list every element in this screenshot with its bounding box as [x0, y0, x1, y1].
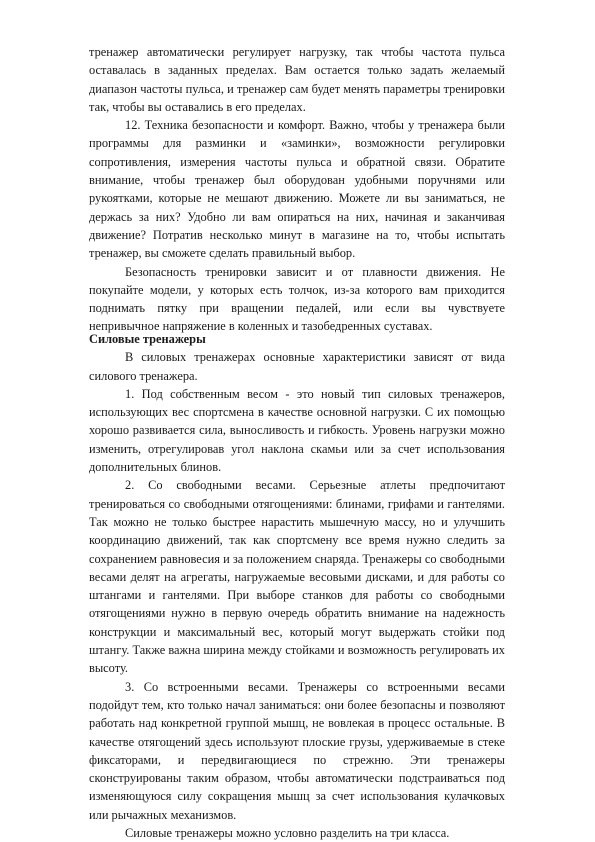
paragraph-continuation: тренажер автоматически регулирует нагрузку, так чтобы частота пульса оставалась в заданных пределах. Вам остается только задать желаемый диапазон частоты пульса, и тренажер сам будет менять параметры тренировки так, чтобы вы оставались в его пределах. [89, 45, 505, 114]
paragraph-built-in-weights: 3. Со встроенными весами. Тренажеры со встроенными весами подойдут тем, кто только начал заниматься: они более безопасны и позволяют работать над конкретной группой мышц, не вовлекая в процесс остальные. В качестве отягощений здесь используют плоские грузы, удерживаемые в стеке фиксаторами, и передвигающиеся по стрежню. Эти тренажеры сконструированы таким образом, чтобы автоматически подстраиваться под изменяющуюся силу сокращения мышц за счет использования кулачковых или рычажных механизмов. [89, 679, 505, 822]
top-text-block [89, 43, 505, 336]
strength-section [89, 330, 505, 842]
paragraph-safety-comfort: 12. Техника безопасности и комфорт. Важно, чтобы у тренажера были программы для разминки и «заминки», возможности регулировки сопротивления, измерения частоты пульса и обратной связи. Обратите внимание, чтобы тренажер был оборудован удобными поручнями или рукоятками, которые не мешают движению. Можете ли вы заниматься, не держась за них? Удобно ли вам опираться на них, начиная и заканчивая движение? Потратив несколько минут в магазине на то, чтобы испытать тренажер, вы сможете сделать правильный выбор. [89, 118, 505, 261]
section-heading: Силовые тренажеры [89, 332, 206, 346]
paragraph-bodyweight: 1. Под собственным весом - это новый тип силовых тренажеров, использующих вес спортсмена в качестве основной нагрузки. С их помощью хорошо развивается сила, выносливость и гибкость. Уровень нагрузки можно изменить, отрегулировав угол наклона скамьи или за счет использования дополнительных блинов. [89, 386, 505, 475]
paragraph-free-weights: 2. Со свободными весами. Серьезные атлеты предпочитают тренироваться со свободными отягощениями: блинами, грифами и гантелями. Так можно не только быстрее нарастить мышечную массу, но и улучшить координацию движений, так как спортсмену все время нужно следить за сохранением равновесия и за положением снаряда. Тренажеры со свободными весами делят на агрегаты, нагружаемые весовыми дисками, и для работы со штангами и гантелями. При выборе станков для работы со свободными отягощениями нужно в первую очередь обратить внимание на надежность конструкции и максимальный вес, который могут выдержать стойки под штангу. Также важна ширина между стойками и возможность регулировать их высоту. [89, 478, 505, 676]
paragraph-intro: В силовых тренажерах основные характеристики зависят от вида силового тренажера. [89, 350, 505, 383]
paragraph-movement-smoothness: Безопасность тренировки зависит и от плавности движения. Не покупайте модели, у которых есть толчок, из-за которого вам приходится поднимать пятку при вращении педалей, или если вы чувствуете непривычное напряжение в коленных и тазобедренных суставах. [89, 264, 505, 334]
paragraph-three-classes: Силовые тренажеры можно условно разделить на три класса. [125, 826, 450, 841]
